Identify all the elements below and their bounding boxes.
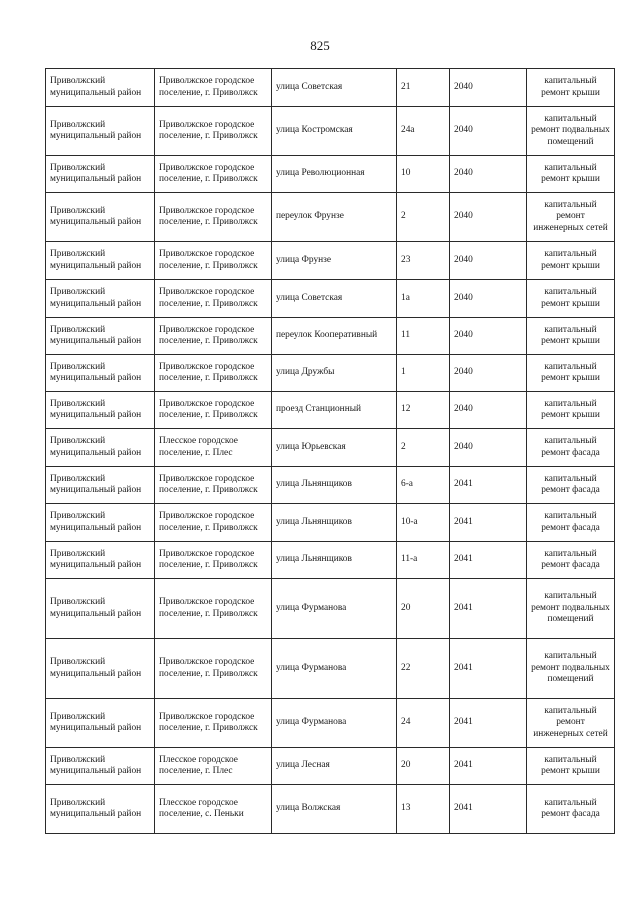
work-type-cell: капитальный ремонт фасада	[527, 785, 615, 834]
work-type-cell: капитальный ремонт крыши	[527, 280, 615, 318]
settlement-cell: Приволжское городское поселение, г. Приволжск	[155, 107, 272, 156]
district-cell: Приволжский муниципальный район	[46, 785, 155, 834]
street-cell: улица Льнянщиков	[272, 542, 397, 579]
table-row	[46, 107, 615, 156]
work-type-cell: капитальный ремонт крыши	[527, 156, 615, 193]
year-cell: 2040	[450, 156, 527, 193]
street-cell: улица Лесная	[272, 748, 397, 785]
settlement-cell: Приволжское городское поселение, г. Приволжск	[155, 355, 272, 392]
street-cell: улица Революционная	[272, 156, 397, 193]
settlement-cell: Плесское городское поселение, г. Плес	[155, 429, 272, 467]
work-type-cell: капитальный ремонт подвальных помещений	[527, 639, 615, 699]
district-cell: Приволжский муниципальный район	[46, 318, 155, 355]
settlement-cell: Плесское городское поселение, с. Пеньки	[155, 785, 272, 834]
table-row	[46, 318, 615, 355]
work-type-cell: капитальный ремонт крыши	[527, 748, 615, 785]
district-cell: Приволжский муниципальный район	[46, 748, 155, 785]
table-row	[46, 748, 615, 785]
settlement-cell: Приволжское городское поселение, г. Приволжск	[155, 542, 272, 579]
table-row	[46, 639, 615, 699]
district-cell: Приволжский муниципальный район	[46, 193, 155, 242]
street-cell: улица Советская	[272, 280, 397, 318]
house-number-cell: 2	[397, 429, 450, 467]
district-cell: Приволжский муниципальный район	[46, 579, 155, 639]
house-number-cell: 11-а	[397, 542, 450, 579]
street-cell: переулок Кооперативный	[272, 318, 397, 355]
year-cell: 2040	[450, 429, 527, 467]
year-cell: 2041	[450, 699, 527, 748]
work-type-cell: капитальный ремонт фасада	[527, 504, 615, 542]
table-body	[46, 69, 615, 834]
work-type-cell: капитальный ремонт инженерных сетей	[527, 699, 615, 748]
work-type-cell: капитальный ремонт фасада	[527, 542, 615, 579]
house-number-cell: 20	[397, 748, 450, 785]
year-cell: 2041	[450, 748, 527, 785]
street-cell: улица Советская	[272, 69, 397, 107]
street-cell: улица Фурманова	[272, 579, 397, 639]
district-cell: Приволжский муниципальный район	[46, 504, 155, 542]
house-number-cell: 6-а	[397, 467, 450, 504]
table-row	[46, 242, 615, 280]
year-cell: 2041	[450, 579, 527, 639]
house-number-cell: 2	[397, 193, 450, 242]
work-type-cell: капитальный ремонт фасада	[527, 429, 615, 467]
street-cell: улица Костромская	[272, 107, 397, 156]
house-number-cell: 13	[397, 785, 450, 834]
settlement-cell: Приволжское городское поселение, г. Приволжск	[155, 69, 272, 107]
work-type-cell: капитальный ремонт подвальных помещений	[527, 579, 615, 639]
table-row	[46, 193, 615, 242]
table-row	[46, 579, 615, 639]
work-type-cell: капитальный ремонт крыши	[527, 355, 615, 392]
work-type-cell: капитальный ремонт крыши	[527, 242, 615, 280]
page-number: 825	[310, 38, 330, 53]
table-row	[46, 429, 615, 467]
year-cell: 2040	[450, 355, 527, 392]
work-type-cell: капитальный ремонт инженерных сетей	[527, 193, 615, 242]
work-type-cell: капитальный ремонт крыши	[527, 318, 615, 355]
year-cell: 2040	[450, 193, 527, 242]
table-row	[46, 156, 615, 193]
settlement-cell: Приволжское городское поселение, г. Приволжск	[155, 504, 272, 542]
settlement-cell: Приволжское городское поселение, г. Приволжск	[155, 699, 272, 748]
street-cell: улица Волжская	[272, 785, 397, 834]
district-cell: Приволжский муниципальный район	[46, 542, 155, 579]
street-cell: улица Дружбы	[272, 355, 397, 392]
house-number-cell: 1	[397, 355, 450, 392]
table-row	[46, 542, 615, 579]
house-number-cell: 12	[397, 392, 450, 429]
house-number-cell: 11	[397, 318, 450, 355]
house-number-cell: 24	[397, 699, 450, 748]
street-cell: улица Фурманова	[272, 699, 397, 748]
settlement-cell: Приволжское городское поселение, г. Приволжск	[155, 392, 272, 429]
table-row	[46, 69, 615, 107]
street-cell: улица Фурманова	[272, 639, 397, 699]
house-number-cell: 21	[397, 69, 450, 107]
district-cell: Приволжский муниципальный район	[46, 280, 155, 318]
house-number-cell: 24а	[397, 107, 450, 156]
house-number-cell: 10-а	[397, 504, 450, 542]
district-cell: Приволжский муниципальный район	[46, 355, 155, 392]
work-type-cell: капитальный ремонт крыши	[527, 392, 615, 429]
table-row	[46, 467, 615, 504]
house-number-cell: 10	[397, 156, 450, 193]
house-number-cell: 22	[397, 639, 450, 699]
year-cell: 2040	[450, 242, 527, 280]
district-cell: Приволжский муниципальный район	[46, 392, 155, 429]
table-row	[46, 392, 615, 429]
settlement-cell: Приволжское городское поселение, г. Приволжск	[155, 280, 272, 318]
settlement-cell: Приволжское городское поселение, г. Приволжск	[155, 156, 272, 193]
settlement-cell: Приволжское городское поселение, г. Приволжск	[155, 467, 272, 504]
work-type-cell: капитальный ремонт фасада	[527, 467, 615, 504]
settlement-cell: Приволжское городское поселение, г. Приволжск	[155, 242, 272, 280]
year-cell: 2041	[450, 467, 527, 504]
settlement-cell: Приволжское городское поселение, г. Приволжск	[155, 193, 272, 242]
year-cell: 2041	[450, 542, 527, 579]
street-cell: проезд Станционный	[272, 392, 397, 429]
work-type-cell: капитальный ремонт крыши	[527, 69, 615, 107]
house-number-cell: 1а	[397, 280, 450, 318]
table-row	[46, 280, 615, 318]
street-cell: улица Юрьевская	[272, 429, 397, 467]
year-cell: 2041	[450, 504, 527, 542]
district-cell: Приволжский муниципальный район	[46, 242, 155, 280]
settlement-cell: Приволжское городское поселение, г. Приволжск	[155, 639, 272, 699]
district-cell: Приволжский муниципальный район	[46, 639, 155, 699]
year-cell: 2040	[450, 280, 527, 318]
district-cell: Приволжский муниципальный район	[46, 156, 155, 193]
year-cell: 2040	[450, 69, 527, 107]
district-cell: Приволжский муниципальный район	[46, 467, 155, 504]
year-cell: 2040	[450, 318, 527, 355]
house-number-cell: 23	[397, 242, 450, 280]
street-cell: переулок Фрунзе	[272, 193, 397, 242]
street-cell: улица Фрунзе	[272, 242, 397, 280]
district-cell: Приволжский муниципальный район	[46, 699, 155, 748]
house-number-cell: 20	[397, 579, 450, 639]
table-row	[46, 699, 615, 748]
street-cell: улица Льнянщиков	[272, 504, 397, 542]
district-cell: Приволжский муниципальный район	[46, 429, 155, 467]
table-row	[46, 355, 615, 392]
year-cell: 2041	[450, 785, 527, 834]
table-row	[46, 785, 615, 834]
settlement-cell: Плесское городское поселение, г. Плес	[155, 748, 272, 785]
settlement-cell: Приволжское городское поселение, г. Приволжск	[155, 579, 272, 639]
repair-schedule-table	[45, 68, 615, 834]
work-type-cell: капитальный ремонт подвальных помещений	[527, 107, 615, 156]
year-cell: 2041	[450, 639, 527, 699]
settlement-cell: Приволжское городское поселение, г. Приволжск	[155, 318, 272, 355]
district-cell: Приволжский муниципальный район	[46, 69, 155, 107]
table-row	[46, 504, 615, 542]
year-cell: 2040	[450, 392, 527, 429]
year-cell: 2040	[450, 107, 527, 156]
district-cell: Приволжский муниципальный район	[46, 107, 155, 156]
street-cell: улица Льнянщиков	[272, 467, 397, 504]
